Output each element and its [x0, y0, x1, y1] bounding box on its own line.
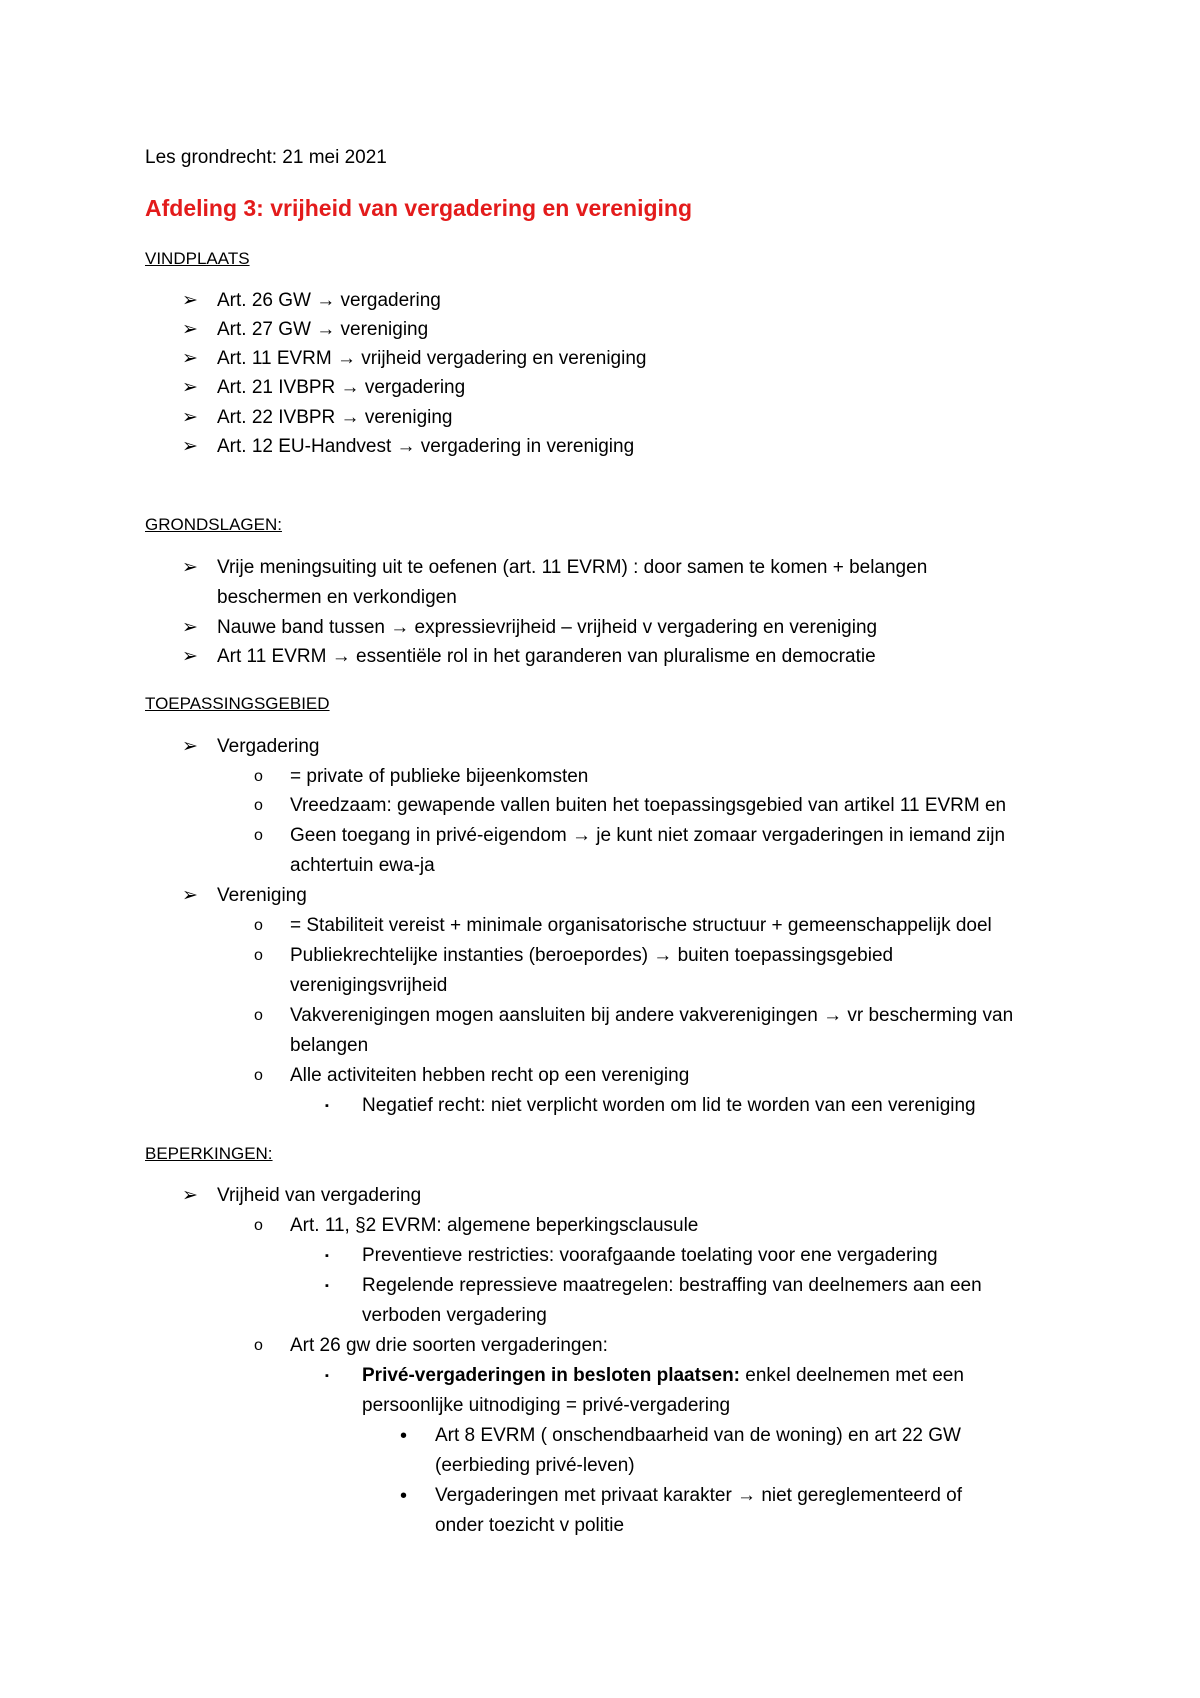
sub-list-item: Vreedzaam: gewapende vallen buiten het toepassingsgebied van artikel 11 EVRM en — [290, 795, 1007, 816]
circle-bullet-icon: o — [254, 917, 263, 934]
term-description: enkel deelnemen met een — [740, 1365, 964, 1386]
dot-bullet-icon: • — [400, 1425, 408, 1447]
sub-list-item: = Stabiliteit vereist + minimale organisatorische structuur + gemeenschappelijk doel — [290, 915, 992, 936]
list-item: Vergadering — [217, 736, 320, 757]
sub-sub-list-item — [362, 1364, 964, 1388]
sub-list-item-continuation: achtertuin ewa-ja — [290, 855, 435, 876]
sub-list-item: Alle activiteiten hebben recht op een vereniging — [290, 1065, 690, 1086]
sub-sub-list-item-continuation: verboden vergadering — [362, 1305, 547, 1326]
arrow-bullet-icon: ➢ — [182, 290, 198, 311]
nested-list-item-continuation: (eerbieding privé-leven) — [435, 1455, 635, 1476]
sub-list-item: Art. 11, §2 EVRM: algemene beperkingsclausule — [290, 1215, 699, 1236]
sub-list-item: Publiekrechtelijke instanties (beroepordes) → buiten toepassingsgebied — [290, 945, 894, 966]
square-bullet-icon: ▪ — [325, 1250, 329, 1262]
circle-bullet-icon: o — [254, 797, 263, 814]
arrow-bullet-icon: ➢ — [182, 319, 198, 340]
square-bullet-icon: ▪ — [325, 1370, 329, 1382]
arrow-bullet-icon: ➢ — [182, 377, 198, 398]
arrow-bullet-icon: ➢ — [182, 617, 198, 638]
circle-bullet-icon: o — [254, 1217, 263, 1234]
arrow-bullet-icon: ➢ — [182, 885, 198, 906]
circle-bullet-icon: o — [254, 947, 263, 964]
sub-list-item: = private of publieke bijeenkomsten — [290, 766, 589, 787]
sub-sub-list-item: Negatief recht: niet verplicht worden om lid te worden van een vereniging — [362, 1095, 976, 1116]
circle-bullet-icon: o — [254, 1007, 263, 1024]
heading-grondslagen: GRONDSLAGEN: — [145, 515, 282, 534]
sub-list-item-continuation: verenigingsvrijheid — [290, 975, 448, 996]
arrow-bullet-icon: ➢ — [182, 557, 198, 578]
sub-list-item: Art 26 gw drie soorten vergaderingen: — [290, 1335, 608, 1356]
arrow-bullet-icon: ➢ — [182, 407, 198, 428]
arrow-bullet-icon: ➢ — [182, 436, 198, 457]
list-item: Vereniging — [217, 885, 307, 906]
arrow-bullet-icon: ➢ — [182, 736, 198, 757]
list-item: Art. 12 EU-Handvest → vergadering in vereniging — [217, 436, 635, 457]
circle-bullet-icon: o — [254, 827, 263, 844]
list-item: Vrijheid van vergadering — [217, 1185, 422, 1206]
arrow-bullet-icon: ➢ — [182, 348, 198, 369]
heading-toepassingsgebied: TOEPASSINGSGEBIED — [145, 694, 330, 713]
circle-bullet-icon: o — [254, 768, 263, 785]
section-title: Afdeling 3: vrijheid van vergadering en vereniging — [145, 195, 693, 221]
heading-beperkingen: BEPERKINGEN: — [145, 1144, 273, 1163]
date-line: Les grondrecht: 21 mei 2021 — [145, 147, 387, 168]
list-item-continuation: beschermen en verkondigen — [217, 587, 457, 608]
square-bullet-icon: ▪ — [325, 1280, 329, 1292]
list-item: Vrije meningsuiting uit te oefenen (art. 11 EVRM) : door samen te komen + belangen — [217, 557, 928, 578]
list-item: Nauwe band tussen → expressievrijheid – vrijheid v vergadering en vereniging — [217, 617, 878, 638]
list-item: Art. 27 GW → vereniging — [217, 319, 429, 340]
square-bullet-icon: ▪ — [325, 1100, 329, 1112]
list-item: Art. 11 EVRM → vrijheid vergadering en vereniging — [217, 348, 647, 369]
sub-list-item-continuation: belangen — [290, 1035, 369, 1056]
sub-sub-list-item: Preventieve restricties: voorafgaande toelating voor ene vergadering — [362, 1245, 938, 1266]
nested-list-item: Vergaderingen met privaat karakter → niet gereglementeerd of — [435, 1485, 963, 1506]
sub-sub-list-item: Regelende repressieve maatregelen: bestraffing van deelnemers aan een — [362, 1275, 982, 1296]
sub-list-item: Vakverenigingen mogen aansluiten bij andere vakverenigingen → vr bescherming van — [290, 1005, 1014, 1026]
nested-list-item-continuation: onder toezicht v politie — [435, 1515, 625, 1536]
heading-vindplaats: VINDPLAATS — [145, 249, 250, 268]
nested-list-item: Art 8 EVRM ( onschendbaarheid van de woning) en art 22 GW — [435, 1425, 961, 1446]
sub-list-item: Geen toegang in privé-eigendom → je kunt niet zomaar vergaderingen in iemand zijn — [290, 825, 1006, 846]
dot-bullet-icon: • — [400, 1485, 408, 1507]
list-item: Art. 26 GW → vergadering — [217, 290, 441, 311]
list-item: Art 11 EVRM → essentiële rol in het garanderen van pluralisme en democratie — [217, 646, 876, 667]
arrow-bullet-icon: ➢ — [182, 646, 198, 667]
circle-bullet-icon: o — [254, 1067, 263, 1084]
bold-term: Privé-vergaderingen in besloten plaatsen: — [362, 1365, 740, 1386]
list-item: Art. 22 IVBPR → vereniging — [217, 407, 453, 428]
list-item: Art. 21 IVBPR → vergadering — [217, 377, 466, 398]
circle-bullet-icon: o — [254, 1337, 263, 1354]
sub-sub-list-item-continuation: persoonlijke uitnodiging = privé-vergadering — [362, 1395, 731, 1416]
arrow-bullet-icon: ➢ — [182, 1185, 198, 1206]
